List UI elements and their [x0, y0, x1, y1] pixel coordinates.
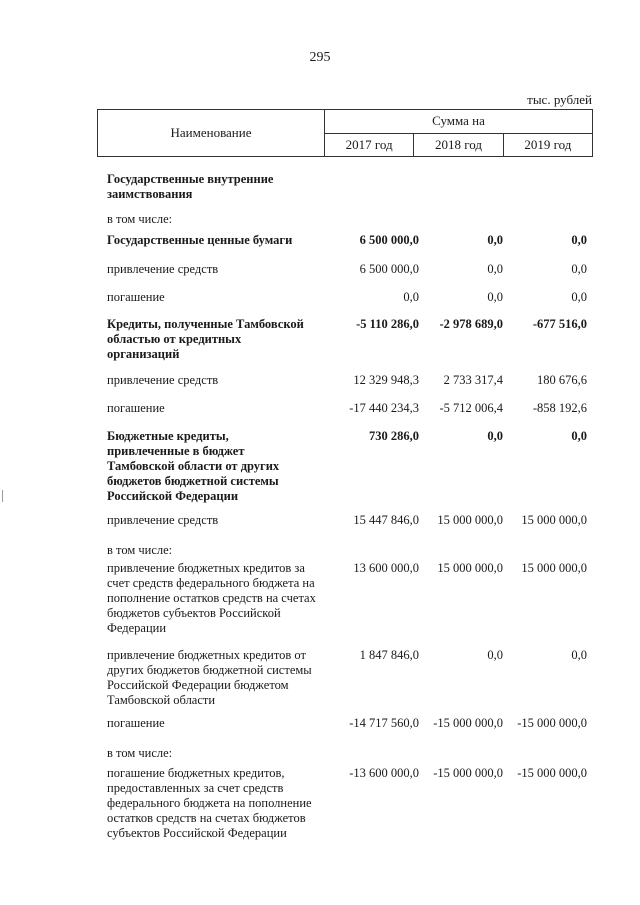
row-value-2019: 15 000 000,0: [521, 561, 587, 575]
row-value-2018: 15 000 000,0: [437, 561, 503, 575]
row-value-2017: 0,0: [403, 290, 419, 304]
row-value-2019: 15 000 000,0: [521, 513, 587, 527]
row-value-2017: 6 500 000,0: [359, 262, 419, 276]
row-value-2018: 0,0: [487, 429, 503, 443]
header-year-2018: 2018 год: [414, 133, 503, 157]
row-value-2019: 180 676,6: [537, 373, 587, 387]
row-value-2018: 0,0: [487, 290, 503, 304]
row-label: погашение: [107, 401, 165, 415]
row-value-2018: -2 978 689,0: [439, 317, 503, 331]
row-label: привлечение средств: [107, 513, 219, 527]
row-value-2019: 0,0: [571, 429, 587, 443]
row-value-2017: 1 847 846,0: [359, 648, 419, 662]
row-value-2019: -677 516,0: [532, 317, 587, 331]
row-value-2019: 0,0: [571, 290, 587, 304]
row-value-2018: 0,0: [487, 262, 503, 276]
row-value-2017: 6 500 000,0: [359, 233, 419, 247]
row-label: привлечение средств: [107, 262, 219, 276]
header-name-cell: Наименование: [98, 110, 325, 157]
row-label: Государственные ценные бумаги: [107, 233, 293, 247]
row-value-2017: -14 717 560,0: [349, 716, 419, 730]
table-header: [97, 109, 593, 157]
header-year-2019: 2019 год: [503, 133, 592, 157]
row-label: в том числе:: [107, 212, 173, 226]
row-label: погашение: [107, 716, 165, 730]
row-value-2018: 0,0: [487, 648, 503, 662]
row-value-2017: 13 600 000,0: [353, 561, 419, 575]
row-label: привлечение средств: [107, 373, 219, 387]
row-value-2018: 2 733 317,4: [443, 373, 503, 387]
row-label: привлечение бюджетных кредитов от других бюджетов бюджетной системы Российской Федерации бюджетом Тамбовской области: [107, 648, 312, 707]
row-value-2019: -858 192,6: [532, 401, 587, 415]
row-value-2019: 0,0: [571, 262, 587, 276]
row-value-2018: -5 712 006,4: [439, 401, 503, 415]
header-sum-cell: Сумма на: [325, 110, 593, 134]
units-label: тыс. рублей: [527, 92, 592, 107]
row-label: погашение бюджетных кредитов, предоставленных за счет средств федерального бюджета на пополнение остатков средств на счетах бюджетов субъектов Российской Федерации: [107, 766, 312, 840]
row-label: в том числе:: [107, 746, 173, 760]
row-value-2017: 12 329 948,3: [353, 373, 419, 387]
row-value-2018: -15 000 000,0: [433, 766, 503, 780]
row-value-2017: -17 440 234,3: [349, 401, 419, 415]
row-value-2018: 15 000 000,0: [437, 513, 503, 527]
row-value-2019: 0,0: [571, 648, 587, 662]
row-value-2018: -15 000 000,0: [433, 716, 503, 730]
row-label: погашение: [107, 290, 165, 304]
row-label: Бюджетные кредиты, привлеченные в бюджет Тамбовской области от других бюджетов бюджетной системы Российской Федерации: [107, 429, 280, 503]
row-value-2017: -5 110 286,0: [356, 317, 419, 331]
row-value-2017: -13 600 000,0: [349, 766, 419, 780]
row-label: в том числе:: [107, 543, 173, 557]
row-label: Государственные внутренние заимствования: [107, 172, 274, 201]
row-label: привлечение бюджетных кредитов за счет средств федерального бюджета на пополнение остатков средств на счетах бюджетов субъектов Российской Федерации: [107, 561, 316, 635]
page-number: 295: [309, 50, 331, 65]
row-label: Кредиты, полученные Тамбовской областью от кредитных организаций: [107, 317, 304, 361]
row-value-2019: 0,0: [571, 233, 587, 247]
row-value-2017: 15 447 846,0: [353, 513, 419, 527]
row-value-2019: -15 000 000,0: [517, 766, 587, 780]
scan-mark: [2, 490, 3, 502]
row-value-2018: 0,0: [487, 233, 503, 247]
row-value-2017: 730 286,0: [369, 429, 419, 443]
row-value-2019: -15 000 000,0: [517, 716, 587, 730]
header-year-2017: 2017 год: [325, 133, 414, 157]
